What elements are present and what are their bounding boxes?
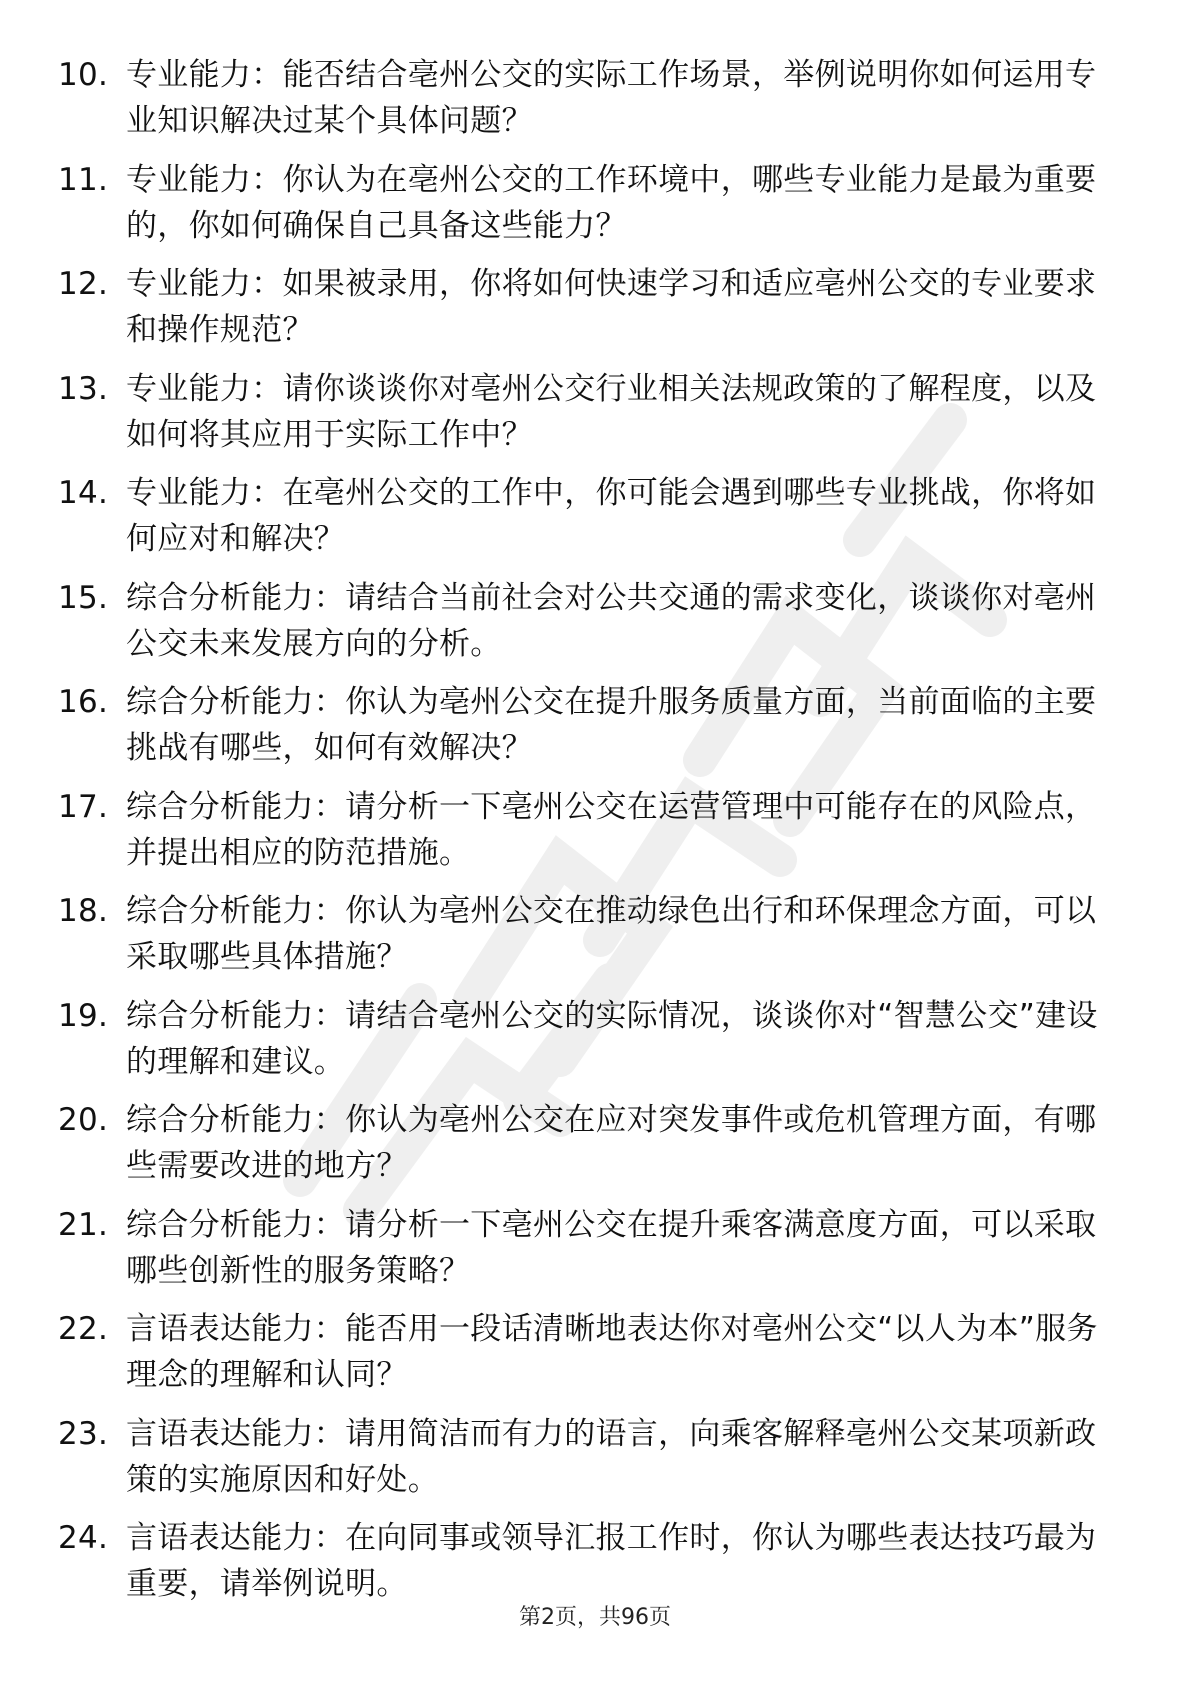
question-text: 言语表达能力：请用简洁而有力的语言，向乘客解释亳州公交某项新政策的实施原因和好处。 — [126, 1415, 1097, 1498]
question-text: 综合分析能力：你认为亳州公交在应对突发事件或危机管理方面，有哪些需要改进的地方？ — [126, 1102, 1097, 1184]
question-item — [58, 575, 1118, 667]
question-number: 13. — [58, 370, 109, 407]
question-text: 言语表达能力：在向同事或领导汇报工作时，你认为哪些表达技巧最为重要，请举例说明。 — [126, 1520, 1097, 1602]
question-text: 言语表达能力：能否用一段话清晰地表达你对亳州公交“以人为本”服务理念的理解和认同？ — [126, 1311, 1098, 1393]
question-text: 专业能力：能否结合亳州公交的实际工作场景，举例说明你如何运用专业知识解决过某个具体问题？ — [126, 57, 1097, 139]
question-item — [58, 784, 1118, 876]
question-text: 专业能力：请你谈谈你对亳州公交行业相关法规政策的了解程度，以及如何将其应用于实际工作中？ — [126, 370, 1097, 453]
question-item — [58, 52, 1118, 144]
page-number-label: 第2页，共96页 — [519, 1605, 671, 1630]
question-number: 24. — [58, 1520, 109, 1556]
question-number: 11. — [58, 161, 109, 198]
question-number: 14. — [58, 475, 109, 511]
question-number: 22. — [58, 1311, 109, 1347]
question-item — [58, 1306, 1118, 1398]
question-text: 专业能力：你认为在亳州公交的工作环境中，哪些专业能力是最为重要的，你如何确保自己具备这些能力？ — [126, 161, 1097, 244]
question-number: 18. — [58, 893, 109, 929]
question-text: 综合分析能力：你认为亳州公交在推动绿色出行和环保理念方面，可以采取哪些具体措施？ — [126, 893, 1097, 975]
question-item — [58, 470, 1118, 562]
question-text: 综合分析能力：请结合亳州公交的实际情况，谈谈你对“智慧公交”建设的理解和建议。 — [126, 997, 1098, 1080]
question-item — [58, 1411, 1118, 1503]
question-text: 综合分析能力：请分析一下亳州公交在运营管理中可能存在的风险点，并提出相应的防范措施。 — [126, 788, 1097, 871]
question-number: 19. — [58, 997, 109, 1034]
question-number: 21. — [58, 1206, 109, 1243]
question-text: 综合分析能力：请结合当前社会对公共交通的需求变化，谈谈你对亳州公交未来发展方向的分析。 — [126, 579, 1097, 662]
question-item — [58, 1202, 1118, 1294]
question-number: 10. — [58, 57, 109, 93]
question-text: 专业能力：如果被录用，你将如何快速学习和适应亳州公交的专业要求和操作规范？ — [126, 266, 1097, 348]
question-number: 20. — [58, 1102, 109, 1138]
question-text: 综合分析能力：你认为亳州公交在提升服务质量方面，当前面临的主要挑战有哪些，如何有效解决？ — [126, 684, 1097, 766]
question-item — [58, 993, 1118, 1085]
question-number: 23. — [58, 1415, 109, 1452]
question-text: 专业能力：在亳州公交的工作中，你可能会遇到哪些专业挑战，你将如何应对和解决？ — [126, 475, 1097, 557]
question-item — [58, 261, 1118, 353]
question-item — [58, 888, 1118, 980]
question-list — [58, 52, 1118, 1620]
question-item — [58, 679, 1118, 771]
question-item — [58, 1515, 1118, 1607]
question-number: 15. — [58, 579, 109, 616]
question-item — [58, 1097, 1118, 1189]
page-footer — [0, 1600, 1190, 1631]
question-number: 17. — [58, 788, 109, 825]
question-number: 12. — [58, 266, 109, 302]
question-item — [58, 157, 1118, 249]
question-text: 综合分析能力：请分析一下亳州公交在提升乘客满意度方面，可以采取哪些创新性的服务策略？ — [126, 1206, 1097, 1289]
question-item — [58, 366, 1118, 458]
question-number: 16. — [58, 684, 109, 720]
